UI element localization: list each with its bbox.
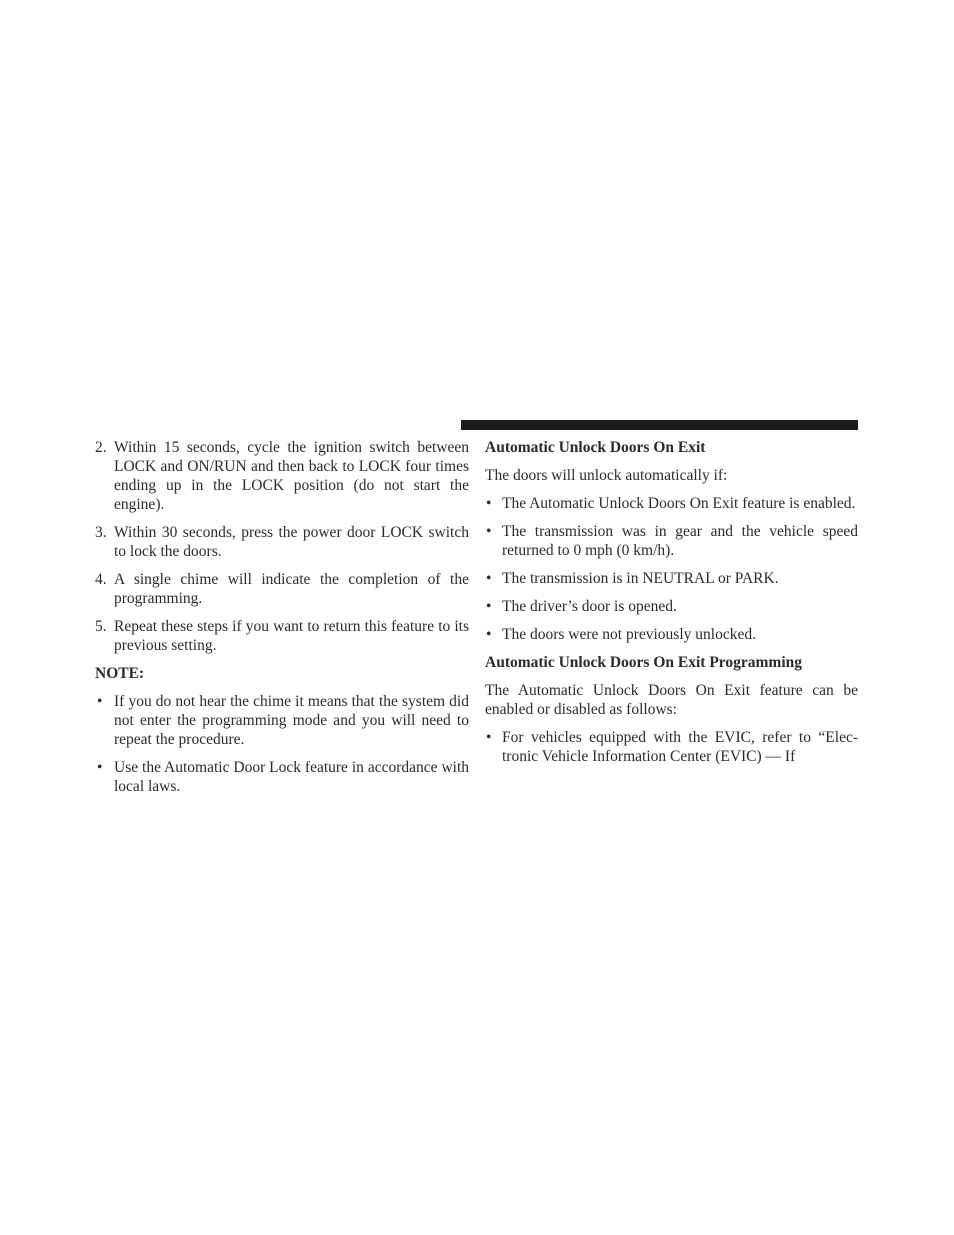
condition-text: The doors were not previously unlocked. [502, 626, 756, 643]
condition-item [485, 625, 858, 644]
bullet-icon: • [486, 729, 492, 746]
condition-text: The transmission was in gear and the vehicle speed returned to 0 mph (0 km/h). [502, 523, 858, 559]
bullet-icon: • [97, 759, 103, 776]
right-column [485, 438, 858, 775]
condition-item [485, 597, 858, 616]
bullet-icon: • [486, 523, 492, 540]
condition-text: The driver’s door is opened. [502, 598, 677, 615]
note-heading: NOTE: [95, 665, 145, 682]
left-column [95, 438, 469, 805]
step-item [95, 617, 469, 655]
step-number: 5. [95, 618, 107, 635]
step-item [95, 523, 469, 561]
section-heading-programming: Automatic Unlock Doors On Exit Programming [485, 654, 803, 671]
section-heading-unlock-on-exit: Automatic Unlock Doors On Exit [485, 439, 706, 456]
step-item [95, 438, 469, 514]
note-bullet-text: If you do not hear the chime it means that the system did not enter the programming mode and you will need to repeat the procedure. [114, 693, 469, 748]
unlock-conditions-list [485, 494, 858, 644]
programming-steps-list [95, 438, 469, 655]
step-text: Within 15 seconds, cycle the ignition switch between LOCK and ON/RUN and then back to LOCK four times ending up in the LOCK position (do not start the engine). [114, 439, 469, 513]
step-number: 4. [95, 571, 107, 588]
note-bullet-item [95, 692, 469, 749]
note-bullet-text: Use the Automatic Door Lock feature in accordance with local laws. [114, 759, 469, 795]
bullet-icon: • [486, 570, 492, 587]
bullet-icon: • [486, 495, 492, 512]
programming-options-list [485, 728, 858, 766]
note-bullet-list [95, 692, 469, 796]
step-number: 3. [95, 524, 107, 541]
condition-text: The Automatic Unlock Doors On Exit feature is enabled. [502, 495, 856, 512]
note-bullet-item [95, 758, 469, 796]
condition-item [485, 494, 858, 513]
programming-option-text: For vehicles equipped with the EVIC, refer to “Electronic Vehicle Information Center (EVIC) — If [502, 729, 858, 765]
section-header-bar [461, 420, 858, 430]
condition-item [485, 522, 858, 560]
step-text: A single chime will indicate the completion of the programming. [114, 571, 469, 607]
section-intro: The Automatic Unlock Doors On Exit feature can be enabled or disabled as follows: [485, 682, 858, 718]
bullet-icon: • [486, 626, 492, 643]
condition-item [485, 569, 858, 588]
programming-option-item [485, 728, 858, 766]
condition-text: The transmission is in NEUTRAL or PARK. [502, 570, 779, 587]
step-text: Repeat these steps if you want to return this feature to its previous setting. [114, 618, 469, 654]
section-intro: The doors will unlock automatically if: [485, 467, 728, 484]
bullet-icon: • [486, 598, 492, 615]
bullet-icon: • [97, 693, 103, 710]
step-number: 2. [95, 439, 107, 456]
step-item [95, 570, 469, 608]
step-text: Within 30 seconds, press the power door LOCK switch to lock the doors. [114, 524, 469, 560]
